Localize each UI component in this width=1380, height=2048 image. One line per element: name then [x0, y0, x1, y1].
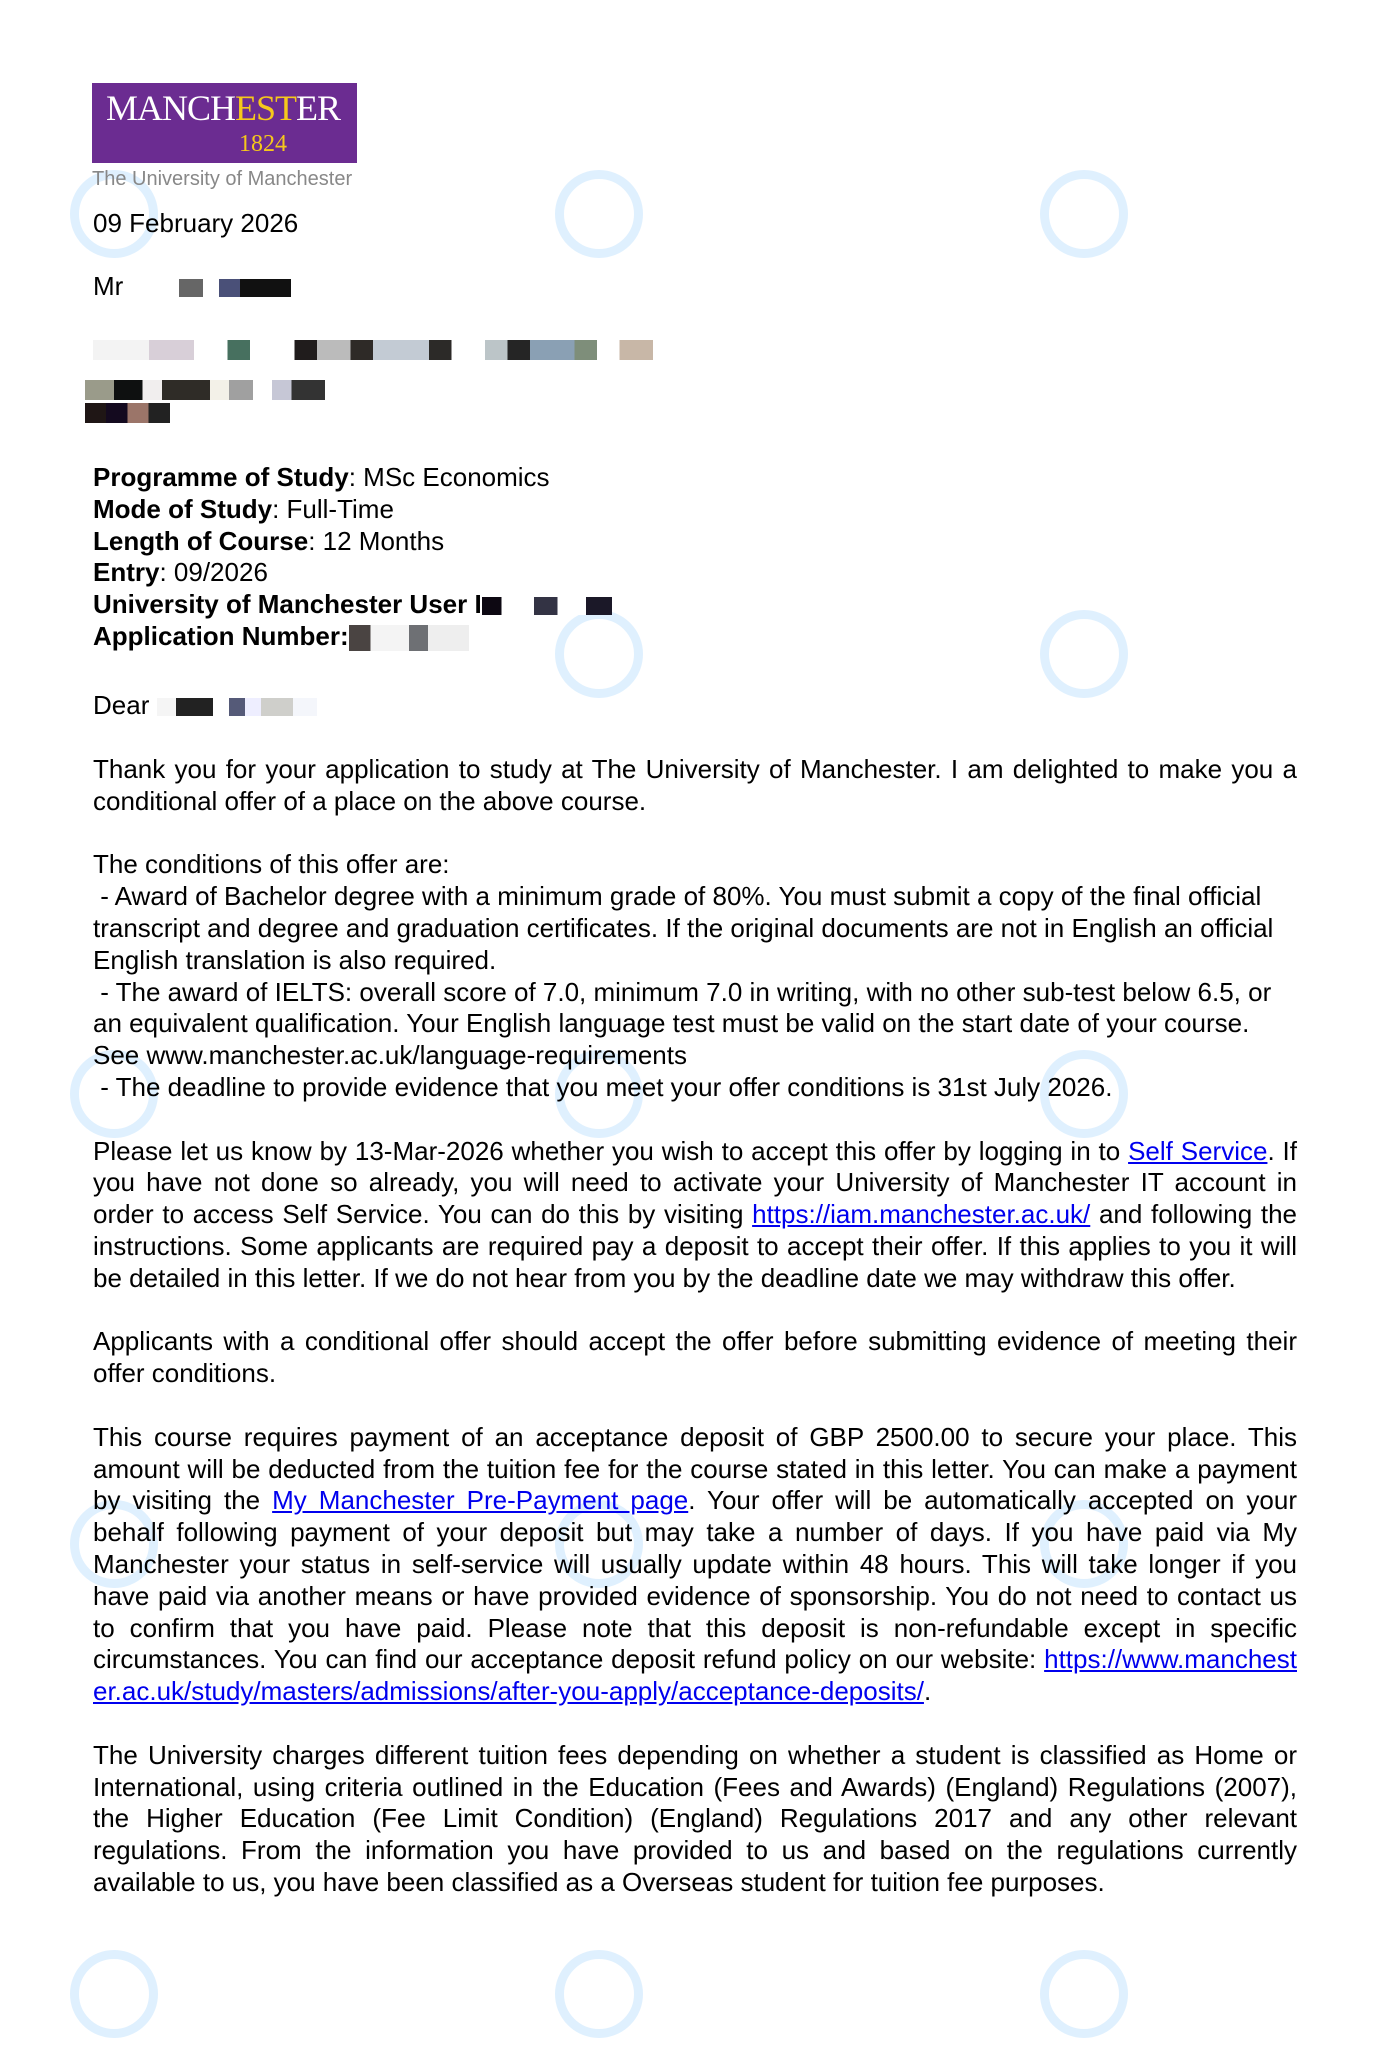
- recipient-name: [93, 271, 1297, 303]
- detail-length: [93, 526, 1297, 558]
- text: Please let us know by 13-Mar-2026 whether you wish to accept this offer by logging in to: [93, 1135, 1129, 1166]
- text: . Your offer will be automatically accepted on your behalf following payment of your deposit but may take a number of days. If you have paid via My Manchester your status in self-service will usually update within 48 hours. This will take longer if you have paid via another means or have provided evidence of sponsorship. You do not need to contact us to confirm that you have paid. Please note that this deposit is non-refundable except in specific circumstances. You can find our acceptance deposit refund policy on our website:: [93, 1485, 1297, 1675]
- intro-paragraph: Thank you for your application to study at The University of Manchester. I am delighted to make you a conditional offer of a place on the above course.: [93, 754, 1297, 816]
- watermark-icon: [555, 1950, 643, 2038]
- iam-link[interactable]: https://iam.manchester.ac.uk/: [752, 1199, 1091, 1230]
- detail-value: : MSc Economics: [348, 462, 550, 492]
- watermark-icon: [70, 1950, 158, 2038]
- letter-date: 09 February 2026: [93, 208, 299, 238]
- redacted-address-line: [85, 380, 325, 400]
- detail-entry: [93, 557, 1297, 589]
- salutation-prefix: Mr: [93, 271, 124, 301]
- detail-mode: [93, 494, 1297, 526]
- detail-label: Entry: [93, 557, 160, 588]
- detail-programme: [93, 462, 1297, 494]
- redacted-address-line: [85, 403, 170, 423]
- pre-payment-link[interactable]: My Manchester Pre-Payment page: [272, 1485, 689, 1516]
- redacted-greeting-name: [157, 698, 317, 716]
- redacted-application-number: [349, 625, 469, 651]
- conditions-intro: The conditions of this offer are:: [93, 849, 450, 880]
- acceptance-paragraph: [93, 1136, 1297, 1295]
- letter-body: [93, 754, 1297, 1930]
- redacted-name: [131, 279, 291, 297]
- detail-value: : Full-Time: [272, 493, 394, 524]
- detail-user-id: [93, 589, 1297, 621]
- logo-subtitle: The University of Manchester: [92, 168, 353, 190]
- redacted-user-id: [482, 597, 612, 615]
- watermark-icon: [1040, 1950, 1128, 2038]
- text: . If you have not done so already, you will need to activate your University of Manchester IT account in order to access Self Service. You can do this by visiting: [93, 1135, 1297, 1230]
- deposit-paragraph: [93, 1422, 1297, 1708]
- deposit-refund-policy-link[interactable]: https://www.manchester.ac.uk/study/masters/admissions/after-you-apply/acceptance-deposits/: [93, 1644, 1297, 1707]
- logo-wordmark: [106, 89, 340, 127]
- detail-value: : 09/2026: [159, 557, 268, 588]
- logo-part: EST: [235, 88, 297, 128]
- conditions-section: [93, 849, 1297, 1103]
- university-logo: [92, 83, 357, 163]
- greeting: [93, 690, 1297, 722]
- offer-details: [93, 462, 1297, 653]
- logo-part: MANCH: [106, 88, 236, 128]
- text: .: [923, 1676, 932, 1707]
- condition-item: - The award of IELTS: overall score of 7.0, minimum 7.0 in writing, with no other sub-test below 6.5, or an equivalent qualification. Your English language test must be valid on the start date of your course. See www.manchester.ac.uk/language-requirements: [93, 976, 1279, 1071]
- detail-label: Length of Course: [93, 525, 309, 556]
- redacted-address-line: [93, 340, 653, 360]
- logo-year: 1824: [239, 131, 287, 157]
- detail-label: Programme of Study: [93, 462, 349, 492]
- condition-item: - The deadline to provide evidence that you meet your offer conditions is 31st July 2026.: [93, 1071, 1113, 1102]
- greeting-dear: Dear: [93, 690, 150, 720]
- detail-application-number: [93, 621, 1297, 653]
- conditional-note-paragraph: Applicants with a conditional offer should accept the offer before submitting evidence of meeting their offer conditions.: [93, 1326, 1297, 1389]
- logo-part: ER: [296, 88, 341, 128]
- self-service-link[interactable]: Self Service: [1128, 1135, 1268, 1166]
- detail-label: Application Number:: [93, 620, 349, 651]
- text: and following the instructions. Some applicants are required pay a deposit to accept their offer. If this applies to you it will be detailed in this letter. If we do not hear from you by the deadline date we may withdraw this offer.: [93, 1199, 1297, 1293]
- text: This course requires payment of an acceptance deposit of GBP 2500.00 to secure your place. This amount will be deducted from the tuition fee for the course stated in this letter. You can make a payment by visiting the: [93, 1421, 1297, 1516]
- condition-item: - Award of Bachelor degree with a minimum grade of 80%. You must submit a copy of the final official transcript and degree and graduation certificates. If the original documents are not in English an official English translation is also required.: [93, 881, 1281, 975]
- detail-label: University of Manchester User I: [93, 589, 482, 620]
- tuition-fee-paragraph: The University charges different tuition fees depending on whether a student is classified as Home or International, using criteria outlined in the Education (Fees and Awards) (England) Regulations (2007), the Higher Education (Fee Limit Condition) (England) Regulations 2017 and any other relevant regulations. From the information you have provided to us and based on the regulations currently available to us, you have been classified as a Overseas student for tuition fee purposes.: [93, 1739, 1297, 1897]
- detail-label: Mode of Study: [93, 493, 273, 524]
- detail-value: : 12 Months: [308, 525, 445, 556]
